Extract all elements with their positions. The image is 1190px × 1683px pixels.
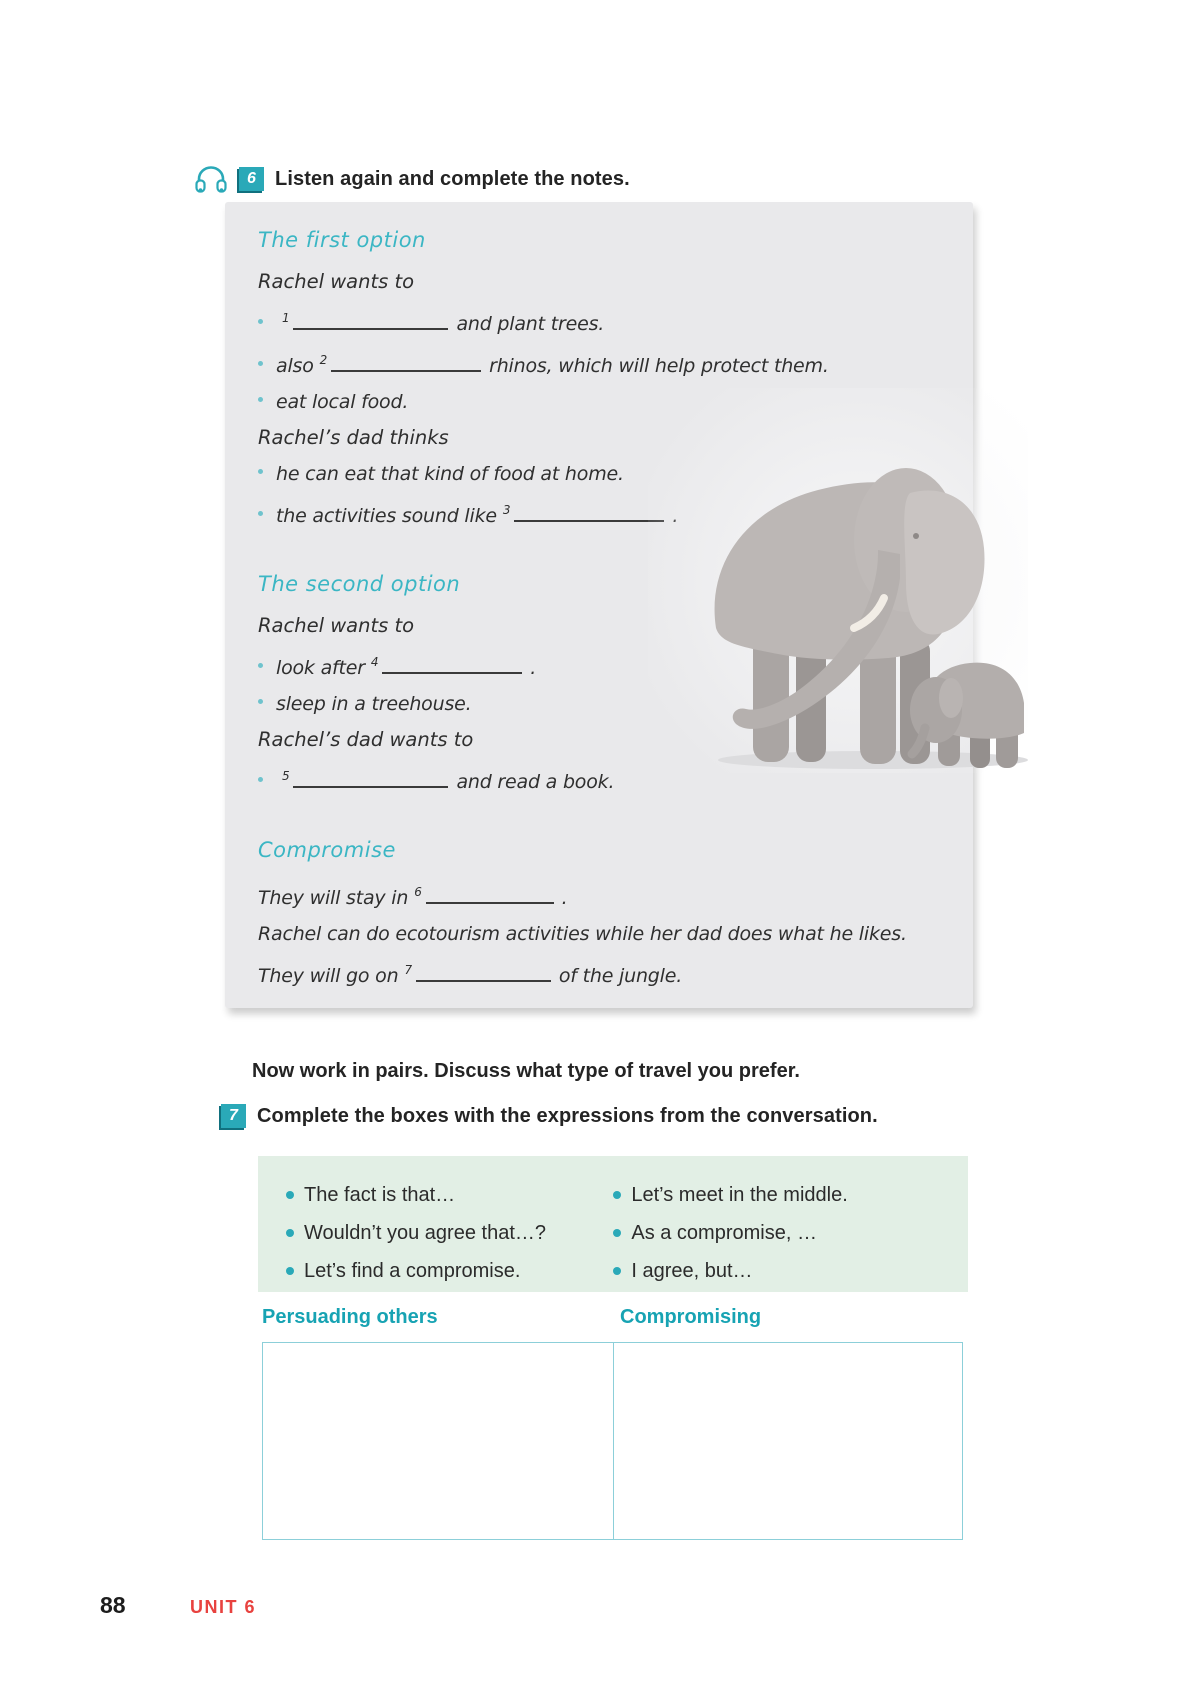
fill-blank-3[interactable] bbox=[514, 514, 664, 522]
elephant-illustration bbox=[648, 388, 1028, 773]
pairwork-instruction: Now work in pairs. Discuss what type of travel you prefer. bbox=[252, 1060, 800, 1082]
bullet-dot bbox=[613, 1191, 621, 1199]
bullet-dot bbox=[286, 1267, 294, 1275]
expression-item bbox=[286, 1176, 613, 1214]
note-line bbox=[258, 952, 973, 994]
blank-number: 1 bbox=[282, 311, 290, 325]
note-line bbox=[258, 916, 973, 952]
answer-table bbox=[262, 1342, 963, 1540]
bullet-dot bbox=[613, 1229, 621, 1237]
note-text: he can eat that kind of food at home. bbox=[276, 463, 624, 485]
headphones-icon bbox=[194, 164, 228, 194]
note-text: of the jungle. bbox=[558, 965, 683, 987]
expression-text: Let’s find a compromise. bbox=[304, 1260, 521, 1282]
bullet-dot bbox=[258, 397, 263, 402]
expression-text: Let’s meet in the middle. bbox=[631, 1184, 848, 1206]
answer-table-headers bbox=[262, 1306, 963, 1329]
note-section-compromise bbox=[258, 838, 973, 994]
note-text: and plant trees. bbox=[456, 313, 605, 335]
note-text: the activities sound like bbox=[276, 505, 497, 527]
expression-item bbox=[613, 1176, 968, 1214]
note-text: sleep in a treehouse. bbox=[276, 693, 472, 715]
expression-text: As a compromise, … bbox=[631, 1222, 817, 1244]
note-intro: Rachel wants to bbox=[258, 614, 415, 637]
note-text: . bbox=[561, 887, 568, 909]
fill-blank-5[interactable] bbox=[293, 780, 448, 788]
expression-item bbox=[286, 1252, 613, 1290]
note-heading: The second option bbox=[258, 572, 461, 596]
table-cell-compromising[interactable] bbox=[614, 1343, 962, 1539]
bullet-dot bbox=[258, 361, 263, 366]
bullet-dot bbox=[258, 511, 263, 516]
note-text: They will stay in bbox=[258, 887, 409, 909]
fill-blank-4[interactable] bbox=[382, 666, 522, 674]
fill-blank-2[interactable] bbox=[331, 364, 481, 372]
exercise7-header bbox=[221, 1104, 878, 1128]
expression-item bbox=[613, 1214, 968, 1252]
blank-number: 2 bbox=[319, 353, 328, 367]
note-text: . bbox=[530, 657, 537, 679]
blank-number: 7 bbox=[404, 963, 412, 977]
note-text: rhinos, which will help protect them. bbox=[489, 355, 829, 377]
note-text: and read a book. bbox=[456, 771, 615, 793]
note-text: look after bbox=[276, 657, 365, 679]
note-intro: Rachel wants to bbox=[258, 270, 415, 293]
exercise7-number-badge: 7 bbox=[221, 1104, 246, 1128]
blank-number: 4 bbox=[370, 655, 379, 669]
table-cell-persuading[interactable] bbox=[263, 1343, 614, 1539]
page-number: 88 bbox=[100, 1592, 126, 1618]
note-heading: The first option bbox=[258, 228, 426, 252]
note-line bbox=[258, 300, 973, 342]
expression-text: Wouldn’t you agree that…? bbox=[304, 1222, 547, 1244]
note-intro: Rachel’s dad thinks bbox=[258, 426, 449, 449]
bullet-dot bbox=[258, 777, 263, 782]
note-text: also bbox=[276, 355, 314, 377]
blank-number: 6 bbox=[414, 885, 422, 899]
note-text: Rachel can do ecotourism activities while her dad does what he likes. bbox=[258, 923, 907, 945]
expression-item bbox=[286, 1214, 613, 1252]
blank-number: 3 bbox=[502, 503, 511, 517]
note-text: They will go on bbox=[258, 965, 399, 987]
expression-text: The fact is that… bbox=[304, 1184, 456, 1206]
expressions-column-left bbox=[286, 1176, 613, 1292]
fill-blank-6[interactable] bbox=[426, 896, 554, 904]
note-text: eat local food. bbox=[276, 391, 409, 413]
note-intro: Rachel’s dad wants to bbox=[258, 728, 474, 751]
expression-item bbox=[613, 1252, 968, 1290]
bullet-dot bbox=[258, 319, 263, 324]
expressions-box bbox=[258, 1156, 968, 1292]
unit-label: UNIT 6 bbox=[190, 1597, 257, 1617]
exercise6-title: Listen again and complete the notes. bbox=[275, 167, 630, 190]
bullet-dot bbox=[258, 699, 263, 704]
exercise6-number-badge: 6 bbox=[239, 167, 264, 191]
note-line bbox=[258, 342, 973, 384]
bullet-dot bbox=[258, 663, 263, 668]
bullet-dot bbox=[613, 1267, 621, 1275]
fill-blank-1[interactable] bbox=[293, 322, 448, 330]
bullet-dot bbox=[286, 1229, 294, 1237]
fill-blank-7[interactable] bbox=[416, 974, 551, 982]
table-header-compromising: Compromising bbox=[620, 1306, 762, 1328]
exercise6-header bbox=[194, 164, 630, 194]
expression-text: I agree, but… bbox=[631, 1260, 753, 1282]
bullet-dot bbox=[286, 1191, 294, 1199]
expressions-column-right bbox=[613, 1176, 968, 1292]
note-line bbox=[258, 874, 973, 916]
note-heading: Compromise bbox=[258, 838, 396, 862]
table-header-persuading: Persuading others bbox=[262, 1306, 438, 1328]
exercise7-title: Complete the boxes with the expressions from the conversation. bbox=[257, 1104, 878, 1127]
blank-number: 5 bbox=[282, 769, 290, 783]
bullet-dot bbox=[258, 469, 263, 474]
